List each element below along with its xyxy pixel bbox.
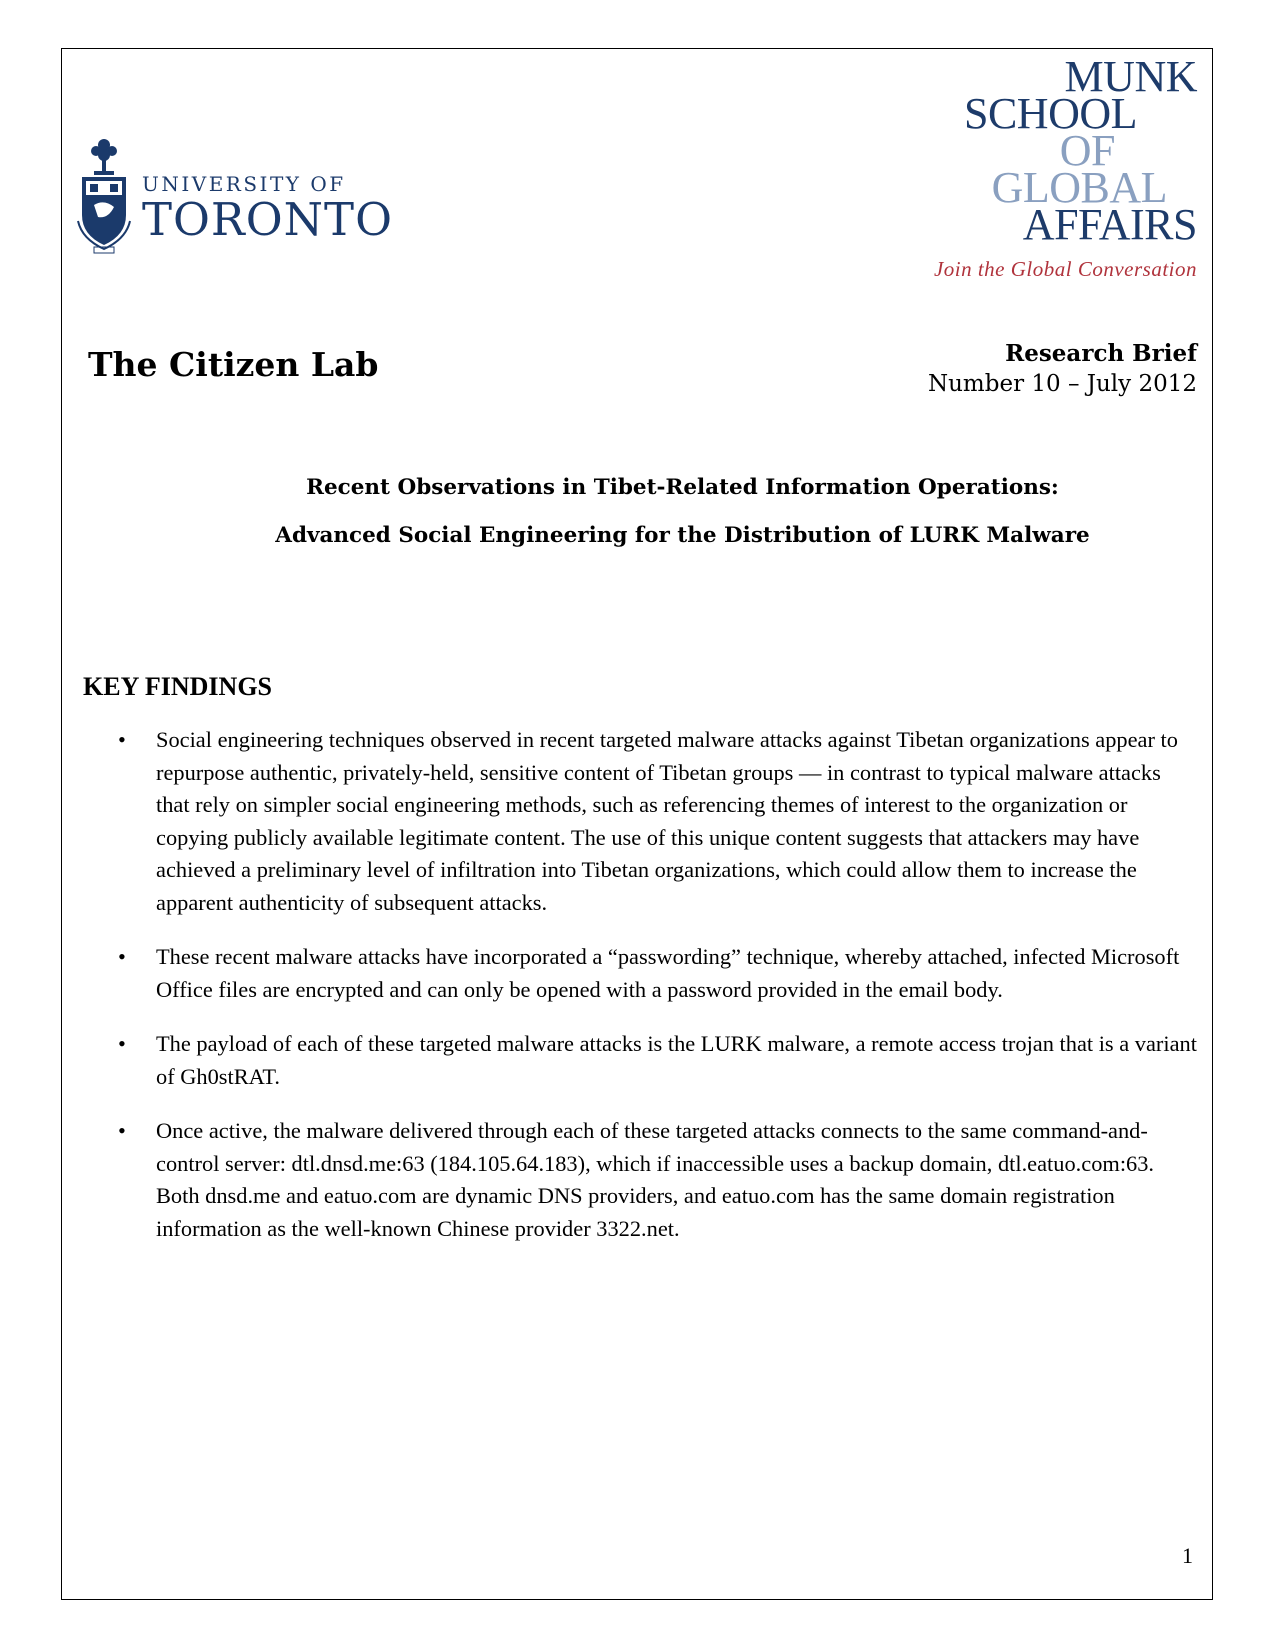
- munk-tagline: Join the Global Conversation: [933, 257, 1197, 281]
- munk-line-4: GLOBAL: [991, 163, 1167, 212]
- research-brief-number: Number 10 – July 2012: [927, 371, 1197, 397]
- report-title-line-1: Recent Observations in Tibet-Related Information Operations:: [306, 475, 1059, 500]
- bullet-icon: •: [118, 1118, 126, 1143]
- uoft-line2: TORONTO: [142, 193, 393, 246]
- key-findings-heading: KEY FINDINGS: [83, 672, 273, 701]
- finding-text: Social engineering techniques observed in recent targeted malware attacks against Tibetan organizations appear to repurpose authentic, privately-held, sensitive content of Tibetan groups — in contrast to typical malware attacks that rely on simpler social engineering methods, such as referencing themes of interest to the organization or copying publicly available legitimate content. The use of this unique content suggests that attackers may have achieved a preliminary level of infiltration into Tibetan organizations, which could allow them to increase the apparent authenticity of subsequent attacks.: [156, 727, 1178, 915]
- finding-text: Once active, the malware delivered through each of these targeted attacks connects to the same command-and-control server: dtl.dnsd.me:63 (184.105.64.183), which if inaccessible uses a backup domain, dtl.eatuo.com:63. Both dnsd.me and eatuo.com are dynamic DNS providers, and eatuo.com has the same domain registration information as the well-known Chinese provider 3322.net.: [156, 1118, 1155, 1241]
- bullet-icon: •: [118, 727, 126, 752]
- uoft-line1: UNIVERSITY OF: [142, 172, 346, 196]
- list-item: [118, 941, 1198, 1006]
- list-item: [118, 1115, 1198, 1245]
- munk-school-logo: [933, 52, 1197, 282]
- bullet-icon: •: [118, 1031, 126, 1056]
- finding-text: The payload of each of these targeted malware attacks is the LURK malware, a remote access trojan that is a variant of Gh0stRAT.: [156, 1031, 1197, 1089]
- munk-line-3: OF: [1059, 126, 1115, 175]
- university-of-toronto-wordmark: [142, 172, 393, 244]
- organization-name: The Citizen Lab: [88, 345, 379, 384]
- munk-line-5: AFFAIRS: [1022, 200, 1197, 249]
- page-number: 1: [1182, 1543, 1193, 1568]
- munk-line-1: MUNK: [1064, 52, 1197, 101]
- bullet-icon: •: [118, 944, 126, 969]
- munk-line-2: SCHOOL: [963, 89, 1137, 138]
- key-findings-list: [118, 724, 1198, 1267]
- university-crest-icon: [76, 135, 132, 255]
- research-brief-label: Research Brief: [1005, 340, 1197, 367]
- research-brief-block: [928, 339, 1197, 399]
- list-item: [118, 1028, 1198, 1093]
- list-item: [118, 724, 1198, 919]
- finding-text: These recent malware attacks have incorporated a “passwording” technique, whereby attached, infected Microsoft Office files are encrypted and can only be opened with a password provided in the email body.: [156, 944, 1180, 1002]
- report-title-line-2: Advanced Social Engineering for the Distribution of LURK Malware: [275, 523, 1090, 548]
